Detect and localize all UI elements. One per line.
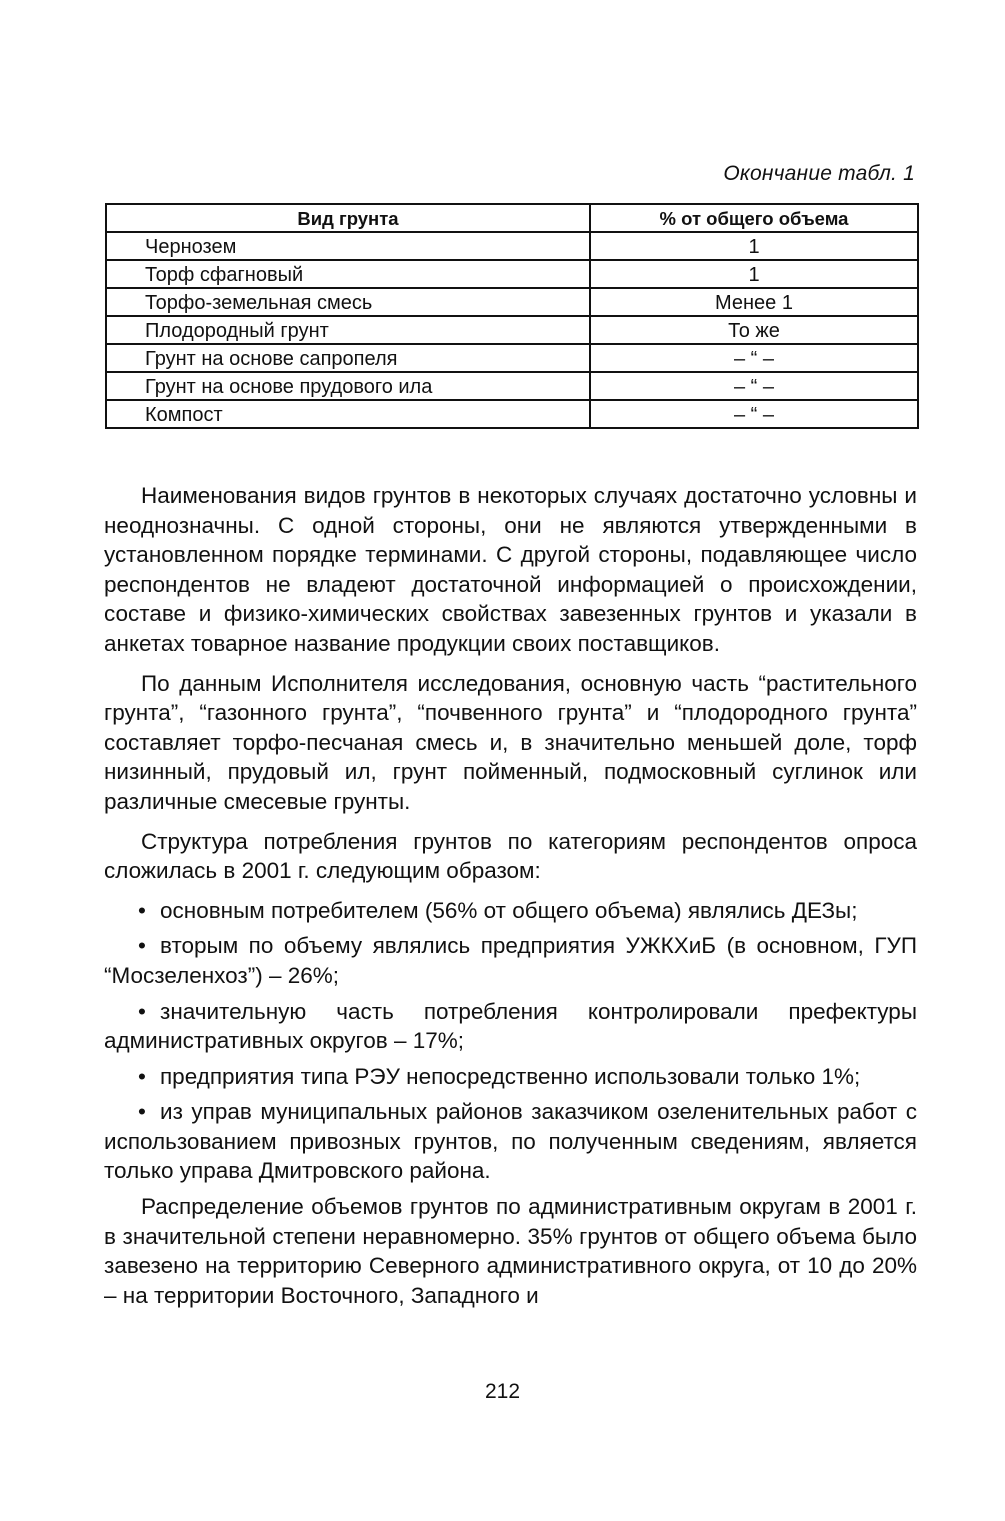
bullet-text: из управ муниципальных районов заказчиком озеленительных работ с использованием привозных грунтов, по полученным сведениям, является только управа Дмитровского района. [104, 1099, 917, 1184]
table-row [106, 288, 918, 316]
table-row [106, 344, 918, 372]
soil-name: Чернозем [106, 232, 590, 260]
soil-percent: – “ – [590, 344, 918, 372]
table-row [106, 232, 918, 260]
paragraph: Распределение объемов грунтов по административным округам в 2001 г. в значительной степени неравномерно. 35% грунтов от общего объема было завезено на территорию Северного административного округа, от 10 до 20% – на территории Восточного, Западного и [104, 1194, 917, 1308]
body-text [104, 481, 917, 1320]
bullet-text: значительную часть потребления контролировали префектуры административных округов – 17%; [104, 998, 917, 1054]
bullet-item [104, 1062, 917, 1092]
soil-name: Торфо-земельная смесь [106, 288, 590, 316]
table-row [106, 316, 918, 344]
bullet-item [104, 1097, 917, 1186]
soil-percent: 1 [590, 260, 918, 288]
soil-name: Грунт на основе прудового ила [106, 372, 590, 400]
table-row [106, 372, 918, 400]
soil-percent: – “ – [590, 400, 918, 428]
table-caption: Окончание табл. 1 [723, 162, 915, 185]
soil-name: Торф сфагновый [106, 260, 590, 288]
soil-percent: 1 [590, 232, 918, 260]
paragraph: По данным Исполнителя исследования, основную часть “растительного грунта”, “газонного грунта”, “почвенного грунта” и “плодородного грунта” составляет торфо-песчаная смесь и, в значительно меньшей доле, торф низинный, прудовый ил, грунт пойменный, подмосковный суглинок или различные смесевые грунты. [104, 670, 917, 814]
soil-percent: – “ – [590, 372, 918, 400]
bullet-text: основным потребителем (56% от общего объема) являлись ДЕЗы; [160, 897, 858, 923]
bullet-item [104, 931, 917, 990]
bullet-text: вторым по объему являлись предприятия УЖКХиБ (в основном, ГУП “Мосзеленхоз”) – 26%; [104, 933, 917, 988]
bullet-icon: • [138, 933, 146, 959]
soil-name: Грунт на основе сапропеля [106, 344, 590, 372]
soil-types-table [105, 203, 919, 429]
bullet-item [104, 896, 917, 926]
table-row [106, 260, 918, 288]
header-percent: % от общего объема [590, 204, 918, 232]
paragraph: Структура потребления грунтов по категориям респондентов опроса сложилась в 2001 г. следующим образом: [104, 828, 917, 884]
header-soil-type: Вид грунта [106, 204, 590, 232]
bullet-icon: • [138, 1063, 146, 1089]
soil-name: Плодородный грунт [106, 316, 590, 344]
bullet-icon: • [138, 1099, 146, 1125]
bullet-text: предприятия типа РЭУ непосредственно использовали только 1%; [160, 1063, 861, 1089]
soil-name: Компост [106, 400, 590, 428]
table-header-row [106, 204, 918, 232]
bullet-item [104, 997, 917, 1056]
bullet-icon: • [138, 897, 146, 923]
soil-percent: То же [590, 316, 918, 344]
bullet-icon: • [138, 998, 146, 1024]
soil-percent: Менее 1 [590, 288, 918, 316]
paragraph: Наименования видов грунтов в некоторых случаях достаточно условны и неоднозначны. С одной стороны, они не являются утвержденными в установленном порядке терминами. С другой стороны, подавляющее число респондентов не владеют достаточной информацией о происхождении, составе и физико-химических свойствах завезенных грунтов и указали в анкетах товарное название продукции своих поставщиков. [104, 483, 917, 656]
table-row [106, 400, 918, 428]
page-number: 212 [484, 1380, 521, 1403]
